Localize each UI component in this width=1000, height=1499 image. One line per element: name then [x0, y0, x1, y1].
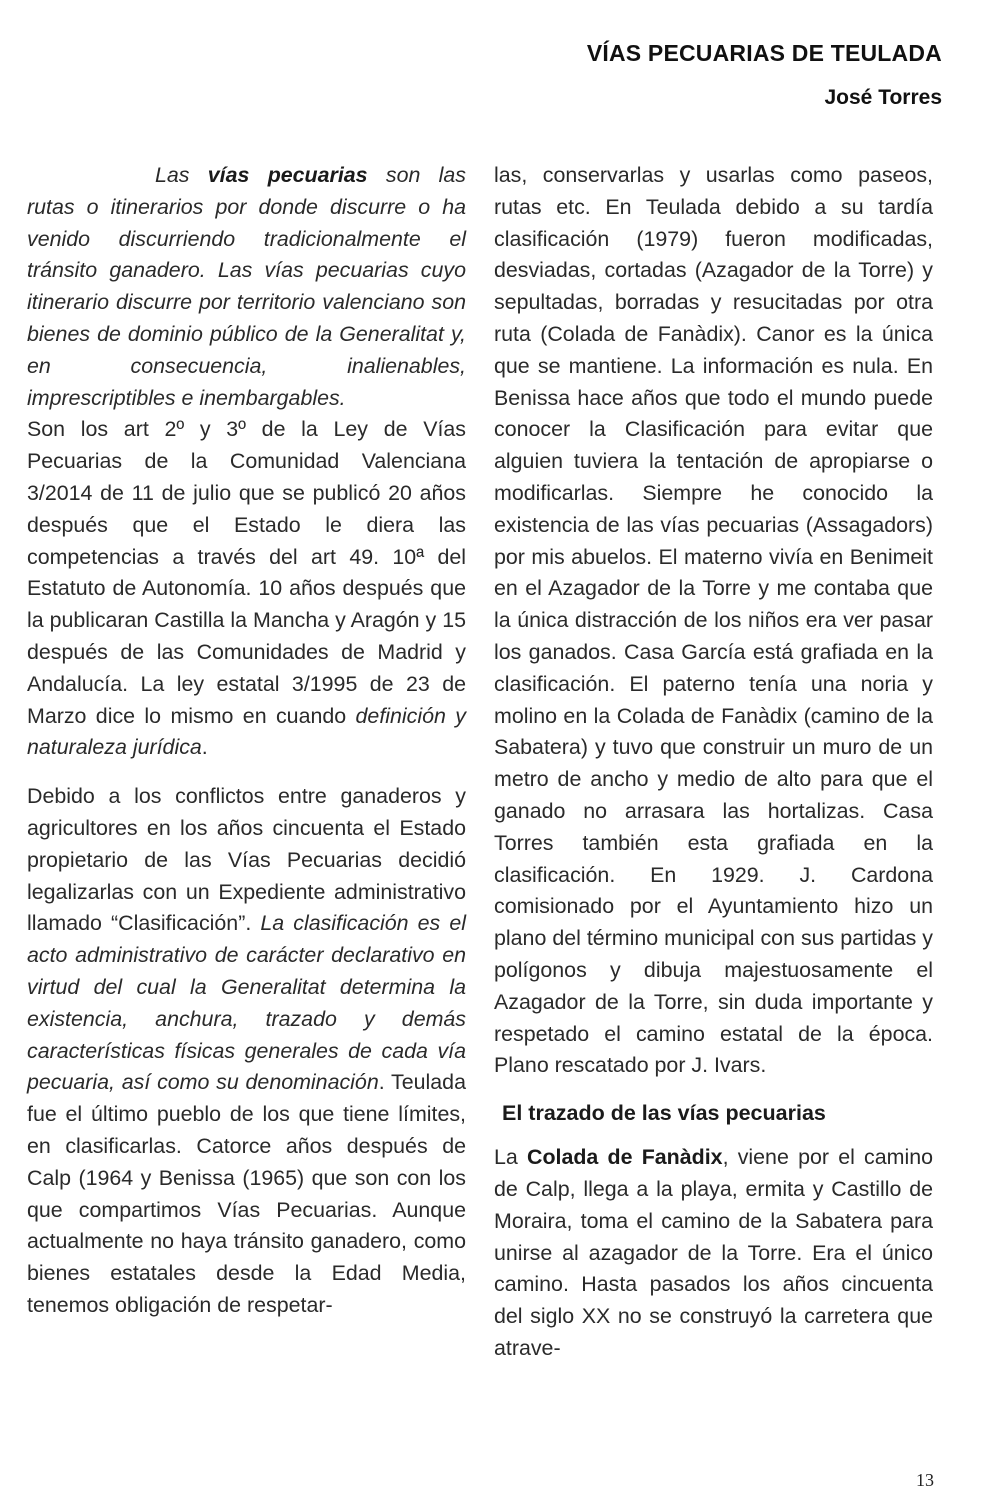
text-span: son las rutas o itinerarios por donde discurre o ha venido discurriendo tradicionalmente el tránsito ganadero. Las vías pecuarias cuyo itinerario discurre por territorio valenciano son bienes de dominio público de la Generalitat y, en consecuencia, inalienables, imprescriptibles e inembargables. — [27, 163, 466, 410]
page-number: 13 — [916, 1470, 934, 1490]
text-span: , viene por el camino de Calp, llega a la playa, ermita y Castillo de Moraira, toma el camino de la Sabatera para unirse al azagador de la Torre. Era el único camino. Hasta pasados los años cincuenta del siglo XX no se construyó la carretera que atrave- — [494, 1145, 934, 1360]
text-span: La — [494, 1145, 528, 1170]
article-author: José Torres — [824, 86, 942, 109]
text-span: Son los art 2º y 3º de la Ley de Vías Pecuarias de la Comunidad Valenciana 3/2014 de 11 de julio que se publicó 20 años después que el Estado le diera las competencias a través del art 49. 10ª del Estatuto de Autonomía. 10 años después que la publicaran Castilla la Mancha y Aragón y 15 después de las Comunidades de Madrid y Andalucía. La ley estatal 3/1995 de 23 de Marzo dice lo mismo en cuando — [27, 417, 466, 728]
route-paragraph — [494, 1142, 933, 1365]
left-column — [27, 160, 466, 1322]
text-span: . — [201, 735, 208, 760]
section-heading: El trazado de las vías pecuarias — [502, 1101, 826, 1126]
bold-route-name: Colada de Fanàdix — [527, 1145, 723, 1170]
right-column — [494, 160, 933, 1365]
article-title: VÍAS PECUARIAS DE TEULADA — [586, 40, 942, 66]
bold-term: vías pecuarias — [207, 163, 368, 187]
text-span: . Teulada fue el último pueblo de los que tiene límites, en clasificarlas. Catorce años después de Calp (1964 y Benissa (1965) que son con los que compartimos Vías Pecuarias. Aunque actualmente no haya tránsito ganadero, como bienes estatales desde la Edad Media, tenemos obligación de respetar- — [27, 1070, 466, 1317]
intro-paragraph — [27, 160, 466, 414]
classification-paragraph — [27, 781, 466, 1322]
italic-term: definición y naturaleza jurídica — [27, 703, 466, 760]
law-paragraph — [27, 414, 466, 764]
text-span: Debido a los conflictos entre ganaderos y agricultores en los años cincuenta el Estado propietario de las Vías Pecuarias decidió legalizarlas con un Expediente administrativo llamado “Clasificación”. — [27, 784, 466, 936]
continuation-paragraph: las, conservarlas y usarlas como paseos, rutas etc. En Teulada debido a su tardía clasificación (1979) fueron modificadas, desviadas, cortadas (Azagador de la Torre) y sepultadas, borradas y resucitadas por otra ruta (Colada de Fanàdix). Canor es la única que se mantiene. La información es nula. En Benissa hace años que todo el mundo puede conocer la Clasificación para evitar que alguien tuviera la tentación de apropiarse o modificarlas. Siempre he conocido la existencia de las vías pecuarias (Assagadors) por mis abuelos. El materno vivía en Benimeit en el Azagador de la Torre y me contaba que la única distracción de los niños era ver pasar los ganados. Casa García está grafiada en la clasificación. El paterno tenía una noria y molino en la Colada de Fanàdix (camino de la Sabatera) y tuvo que construir un muro de un metro de ancho y medio de alto para que el ganado no arrasara las hortalizas. Casa Torres también esta grafiada en la clasificación. En 1929. J. Cardona comisionado por el Ayuntamiento hizo un plano del término municipal con sus partidas y polígonos y dibuja majestuosamente el Azagador de la Torre, sin duda importante y respetado el camino estatal de la época. Plano rescatado por J. Ivars. — [494, 163, 933, 1078]
italic-quote: La clasificación es el acto administrativo de carácter declarativo en virtud del cual la Generalitat determina la existencia, anchura, trazado y demás características físicas generales de cada vía pecuaria, así como su denominación — [27, 911, 466, 1095]
text-span: Las — [155, 163, 208, 187]
